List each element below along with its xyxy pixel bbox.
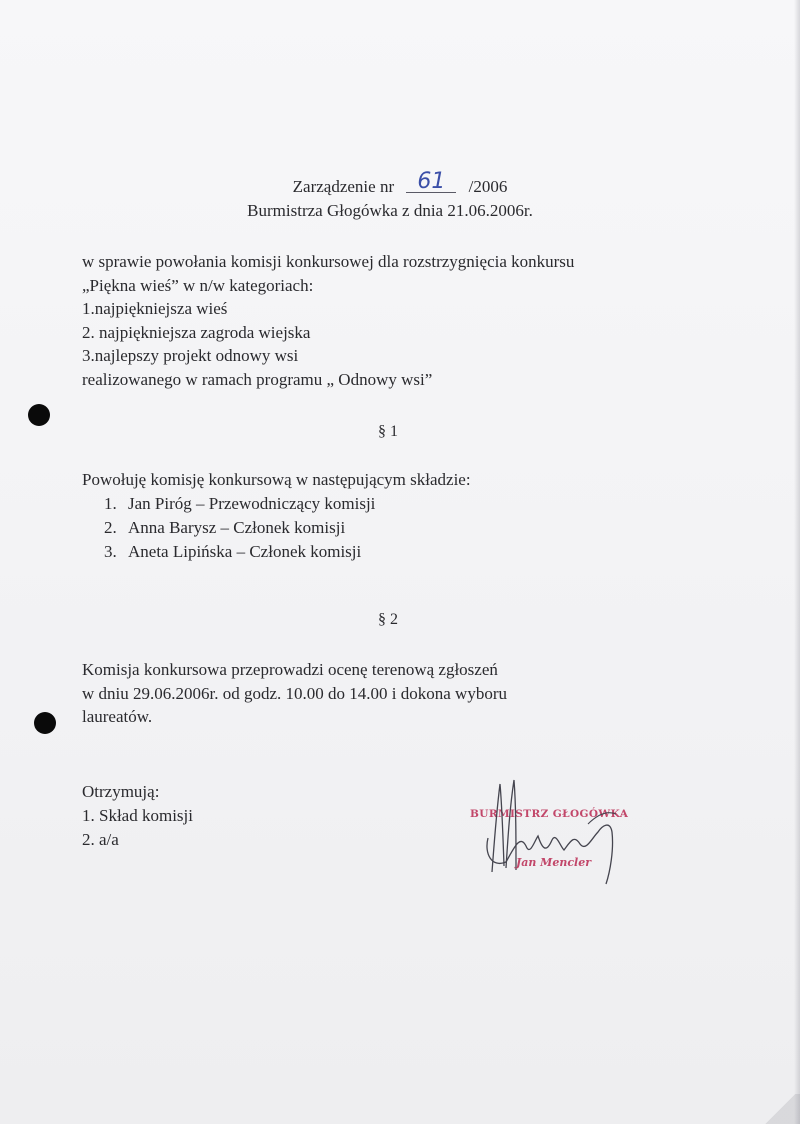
section-2-heading: § 2 [378, 611, 398, 628]
list-item-number: 1. [104, 494, 117, 513]
section-1-heading: § 1 [378, 423, 398, 440]
committee-lead: Powołuję komisję konkursową w następującym składzie: [82, 470, 471, 489]
assessment-line: w dniu 29.06.2006r. od godz. 10.00 do 14.00 i dokona wyboru [82, 683, 507, 703]
document-title [0, 169, 800, 198]
intro-line: w sprawie powołania komisji konkursowej dla rozstrzygnięcia konkursu [82, 252, 575, 271]
assessment-line: Komisja konkursowa przeprowadzi ocenę terenową zgłoszeń [82, 660, 498, 679]
assessment-paragraph [82, 658, 507, 729]
list-item-number: 3. [104, 542, 117, 561]
intro-line: realizowanego w ramach programu „ Odnowy wsi” [82, 369, 433, 389]
list-item [104, 492, 375, 516]
intro-line: 1.najpiękniejsza wieś [82, 299, 228, 318]
recipients-heading: Otrzymują: [82, 782, 160, 801]
handwritten-number: 61 [406, 172, 456, 193]
list-item [104, 516, 375, 540]
title-suffix: /2006 [468, 177, 508, 196]
list-item-text: Jan Piróg – Przewodniczący komisji [128, 494, 376, 513]
list-item-text: Aneta Lipińska – Członek komisji [128, 542, 362, 561]
page-edge-shadow [794, 0, 800, 1124]
title-prefix: Zarządzenie nr [292, 177, 395, 196]
stamp-title: BURMISTRZ GŁOGÓWKA [470, 808, 629, 820]
list-item-text: Anna Barysz – Członek komisji [128, 518, 346, 537]
document-subtitle: Burmistrza Głogówka z dnia 21.06.2006r. [247, 201, 533, 220]
stamp-name: Jan Mencler [516, 856, 592, 869]
intro-line: „Piękna wieś” w n/w kategoriach: [82, 275, 314, 295]
intro-line: 3.najlepszy projekt odnowy wsi [82, 346, 299, 365]
signature-stamp [470, 776, 650, 886]
intro-paragraph [82, 250, 574, 391]
punch-hole [34, 712, 56, 734]
assessment-line: laureatów. [82, 707, 153, 726]
recipient-item: 2. a/a [82, 830, 119, 849]
handwritten-signature [470, 776, 650, 886]
recipient-item: 1. Skład komisji [82, 806, 193, 825]
committee-list [104, 492, 375, 564]
page-corner-fold [760, 1094, 800, 1124]
recipients-block [82, 780, 193, 852]
list-item-number: 2. [104, 518, 117, 537]
intro-line: 2. najpiękniejsza zagroda wiejska [82, 322, 311, 342]
list-item [104, 540, 375, 564]
